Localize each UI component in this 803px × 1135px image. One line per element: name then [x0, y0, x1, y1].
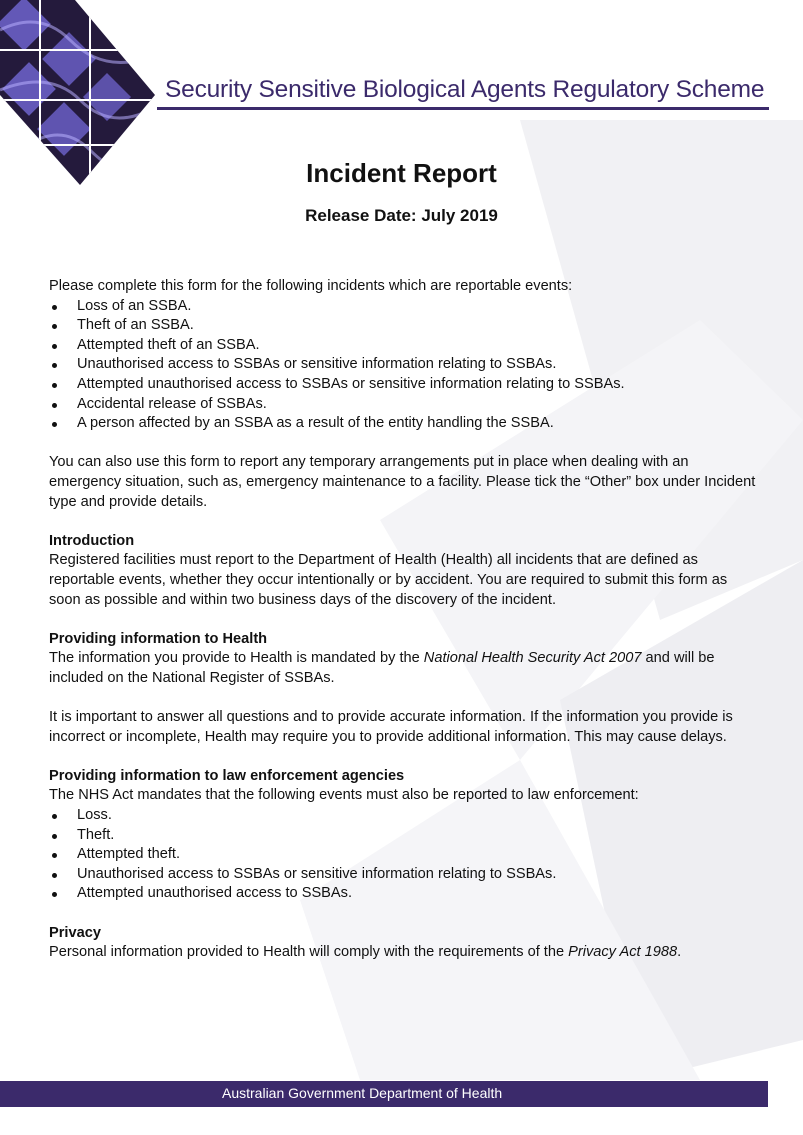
- footer-bar: [0, 1081, 768, 1107]
- providing-health-body: The information you provide to Health is mandated by the National Health Security Act 2007 and will be included on the National Register of SSBAs.: [49, 650, 715, 686]
- introduction-body: Registered facilities must report to the Department of Health (Health) all incidents that are defined as reportable events, whether they occur intentionally or by accident. You are required to submit this form as soon as possible and within two business days of the discovery of the incident.: [49, 552, 728, 608]
- list-item: Theft of an SSBA.: [49, 316, 759, 336]
- privacy-act-name: Privacy Act 1988: [568, 944, 678, 961]
- law-enforcement-heading: Providing information to law enforcement agencies: [49, 767, 405, 784]
- scheme-title: Security Sensitive Biological Agents Regulatory Scheme: [165, 76, 765, 103]
- introduction-heading: Introduction: [49, 532, 135, 549]
- nhs-act-name: National Health Security Act 2007: [423, 650, 642, 667]
- list-item: A person affected by an SSBA as a result of the entity handling the SSBA.: [49, 414, 759, 434]
- intro-lead: Please complete this form for the following incidents which are reportable events:: [49, 278, 573, 294]
- list-item: Attempted unauthorised access to SSBAs.: [49, 884, 759, 904]
- header-rule: [157, 107, 769, 110]
- document-body: [49, 277, 759, 963]
- list-item: Loss of an SSBA.: [49, 297, 759, 317]
- temporary-arrangements-note: You can also use this form to report any temporary arrangements put in place when dealing with an emergency situation, such as, emergency maintenance to a facility. Please tick the “Other” box under Incident type and provide details.: [49, 454, 756, 510]
- privacy-body: Personal information provided to Health will comply with the requirements of the Privacy Act 1988.: [49, 944, 682, 961]
- privacy-heading: Privacy: [49, 924, 101, 941]
- footer-department: Australian Government Department of Health: [222, 1085, 503, 1101]
- list-item: Loss.: [49, 806, 759, 826]
- providing-health-heading: Providing information to Health: [49, 630, 268, 647]
- list-item: Unauthorised access to SSBAs or sensitive information relating to SSBAs.: [49, 355, 759, 375]
- reportable-events-list: [49, 297, 759, 434]
- release-date: Release Date: July 2019: [305, 206, 498, 225]
- list-item: Accidental release of SSBAs.: [49, 395, 759, 415]
- providing-health-body-2: It is important to answer all questions and to provide accurate information. If the information you provide is incorrect or incomplete, Health may require you to provide additional information. This may cause delays.: [49, 709, 733, 745]
- list-item: Attempted unauthorised access to SSBAs or sensitive information relating to SSBAs.: [49, 375, 759, 395]
- list-item: Attempted theft of an SSBA.: [49, 336, 759, 356]
- document-title: Incident Report: [306, 158, 497, 188]
- law-enforcement-events-list: [49, 806, 759, 904]
- list-item: Unauthorised access to SSBAs or sensitive information relating to SSBAs.: [49, 865, 759, 885]
- list-item: Theft.: [49, 826, 759, 846]
- list-item: Attempted theft.: [49, 845, 759, 865]
- law-enforcement-lead: The NHS Act mandates that the following events must also be reported to law enforcement:: [49, 787, 639, 804]
